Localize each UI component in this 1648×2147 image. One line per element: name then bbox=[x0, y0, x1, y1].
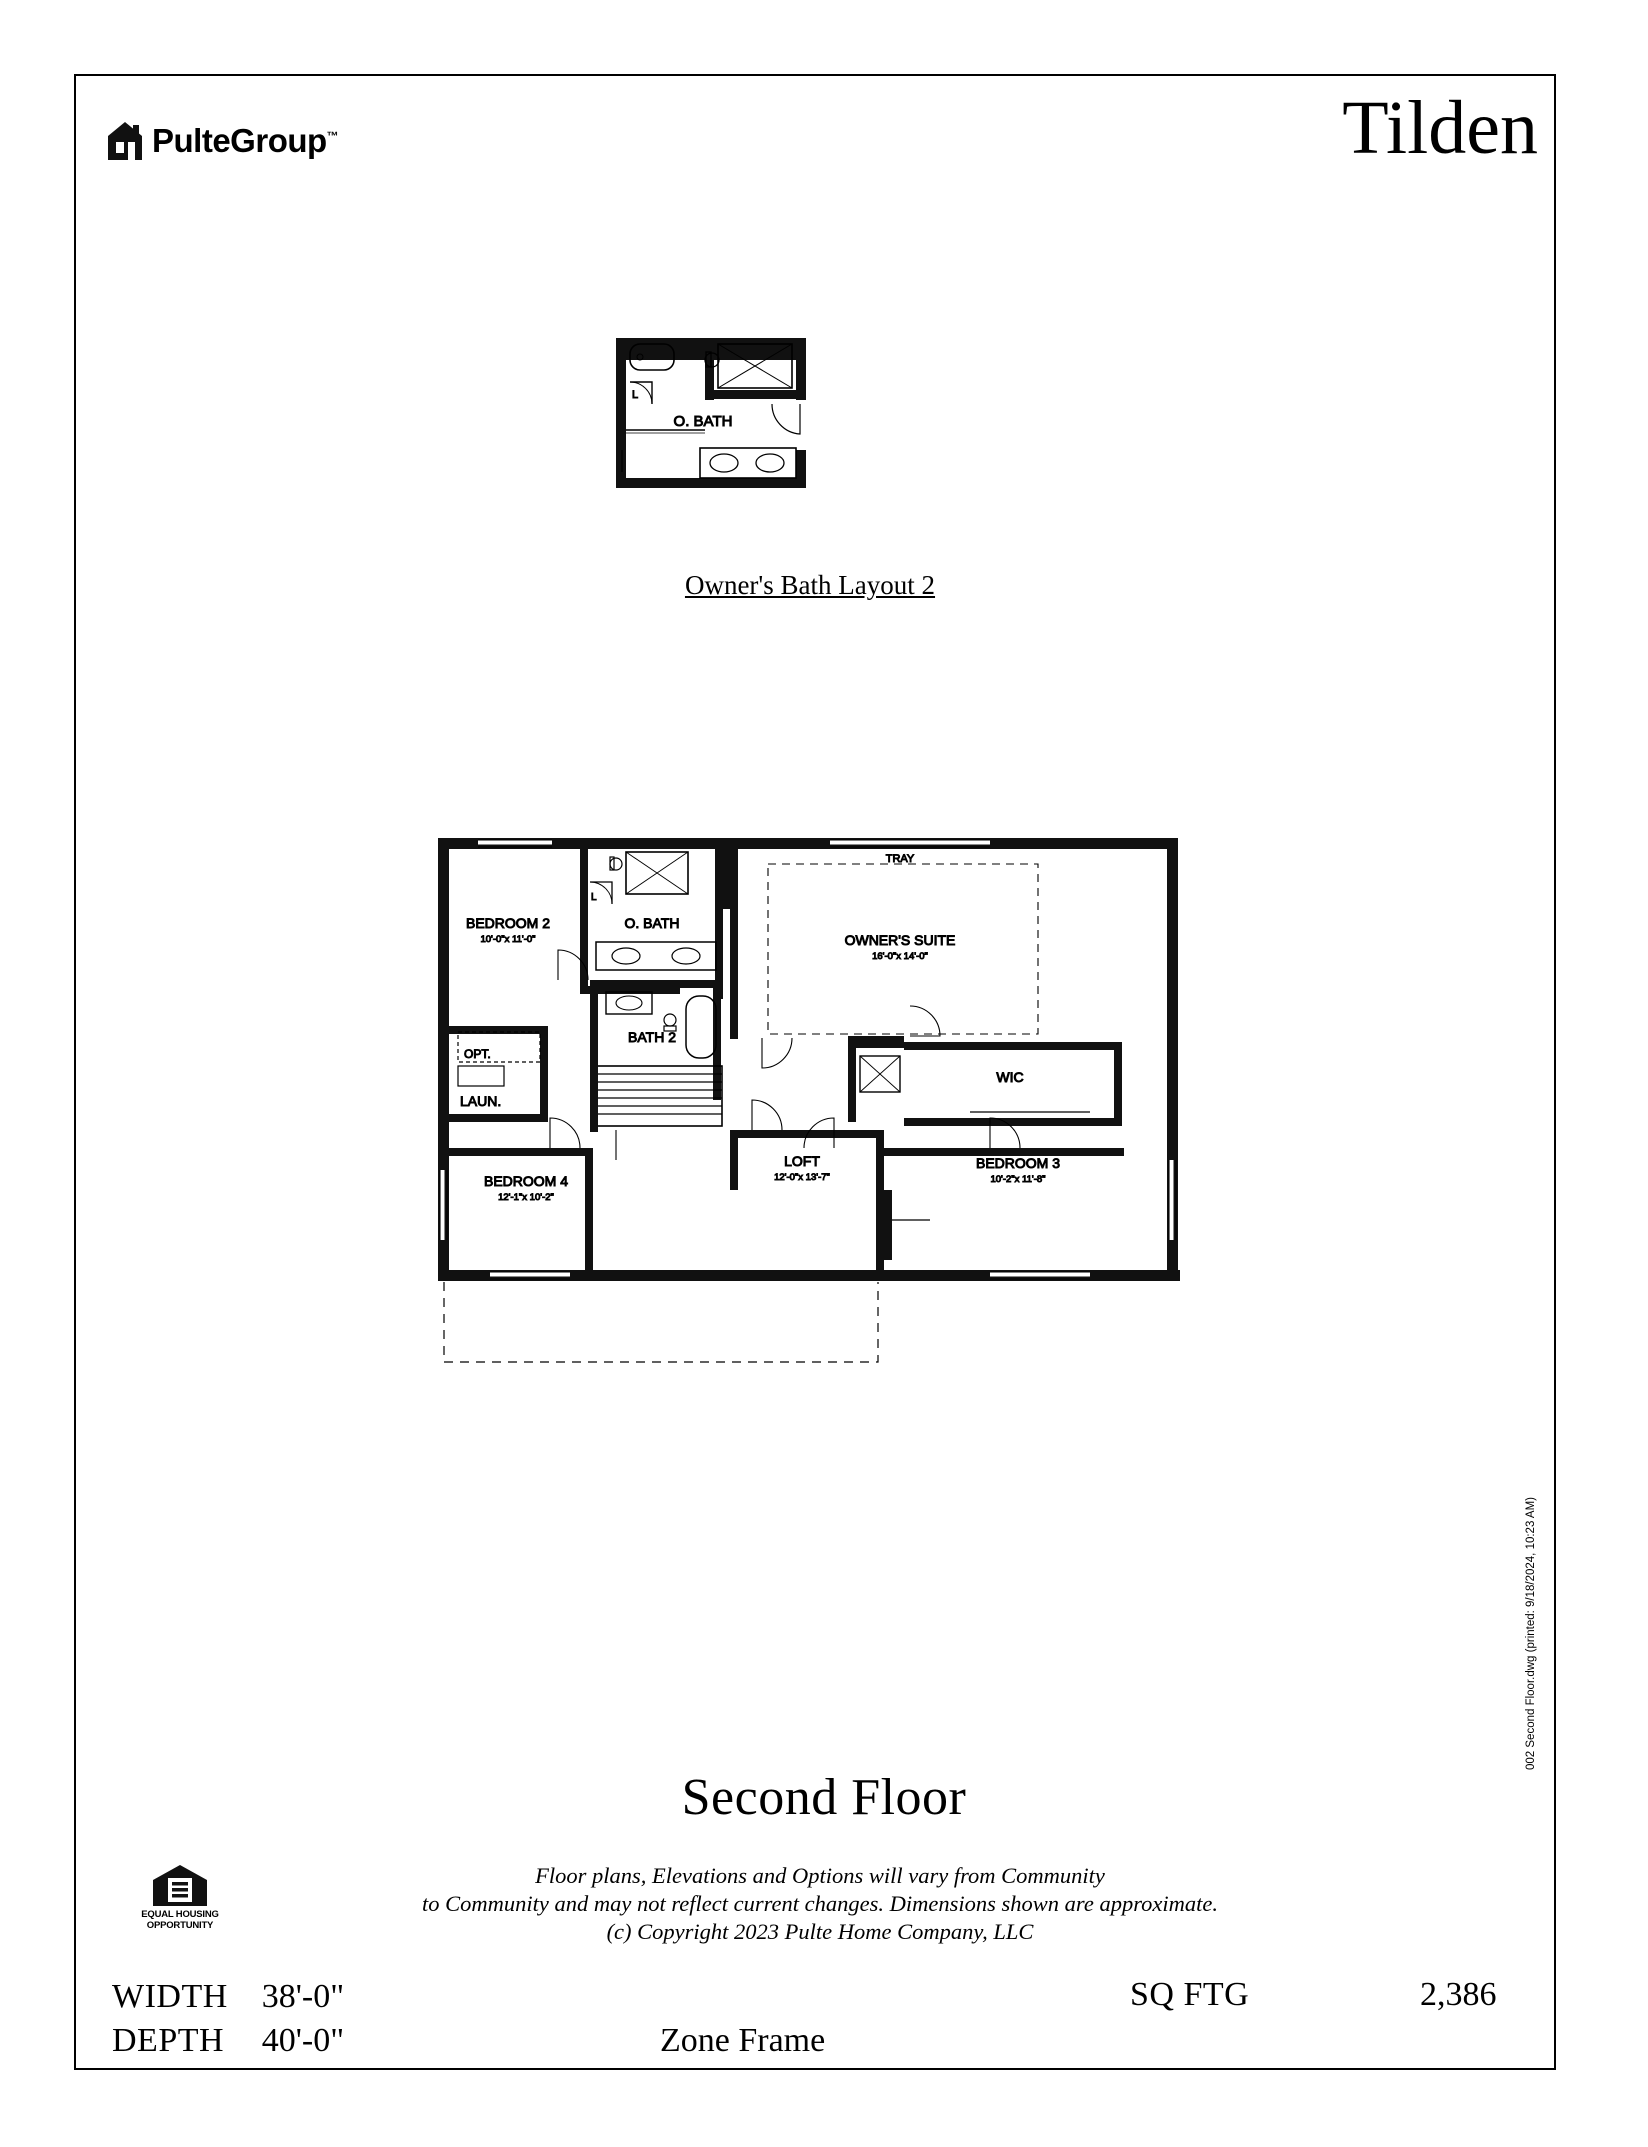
width-value: 38'-0" bbox=[261, 1978, 345, 2015]
owners-bath-layout-2-drawing bbox=[600, 330, 900, 530]
svg-text:BATH 2: BATH 2 bbox=[628, 1029, 676, 1045]
equal-housing-opportunity-icon bbox=[149, 1862, 211, 1908]
svg-text:OPT.: OPT. bbox=[464, 1047, 491, 1061]
svg-text:BEDROOM 2: BEDROOM 2 bbox=[465, 915, 551, 931]
width-label: WIDTH bbox=[112, 1978, 228, 2015]
equal-housing-opportunity bbox=[126, 1862, 234, 1932]
second-floor-plan-drawing bbox=[430, 830, 1260, 1560]
eho-line-1: EQUAL HOUSING bbox=[141, 1909, 219, 1920]
svg-text:12'-1"x 10'-2": 12'-1"x 10'-2" bbox=[498, 1192, 554, 1203]
spec-row-width bbox=[112, 1975, 344, 2019]
brand-name-text: PulteGroup bbox=[152, 121, 327, 159]
svg-text:LAUN.: LAUN. bbox=[460, 1093, 502, 1109]
brand-name bbox=[152, 121, 339, 159]
brand-trademark: ™ bbox=[326, 128, 339, 143]
svg-text:LOFT: LOFT bbox=[784, 1153, 820, 1169]
zone-label: Zone Frame bbox=[660, 2022, 826, 2059]
svg-text:12'-0"x 13'-7": 12'-0"x 13'-7" bbox=[774, 1172, 830, 1183]
disclaimer-line-1: Floor plans, Elevations and Options will vary from Community bbox=[535, 1863, 1105, 1888]
svg-text:16'-0"x 14'-0": 16'-0"x 14'-0" bbox=[872, 951, 928, 962]
svg-text:O. BATH: O. BATH bbox=[624, 915, 680, 931]
depth-value: 40'-0" bbox=[261, 2021, 345, 2059]
disclaimer-line-2: to Community and may not reflect current changes. Dimensions shown are approximate. bbox=[422, 1891, 1218, 1917]
svg-text:OWNER'S SUITE: OWNER'S SUITE bbox=[844, 932, 956, 948]
svg-text:10'-2"x 11'-8": 10'-2"x 11'-8" bbox=[990, 1174, 1046, 1185]
svg-text:L: L bbox=[632, 389, 639, 401]
svg-text:O. BATH: O. BATH bbox=[673, 413, 733, 430]
svg-text:L: L bbox=[591, 892, 597, 903]
eho-line-2: OPPORTUNITY bbox=[146, 1919, 214, 1931]
floor-title: Second Floor bbox=[681, 1769, 967, 1826]
inset-caption: Owner's Bath Layout 2 bbox=[684, 570, 936, 600]
svg-text:TRAY: TRAY bbox=[885, 853, 915, 865]
disclaimer-line-3: (c) Copyright 2023 Pulte Home Company, LLC bbox=[606, 1919, 1034, 1945]
sqftg-value: 2,386 bbox=[1420, 1976, 1497, 2013]
brand-logo bbox=[104, 118, 338, 162]
svg-text:WIC: WIC bbox=[996, 1069, 1024, 1085]
drawing-file-code: 002 Second Floor.dwg (printed: 9/18/2024, 10:23 AM) bbox=[1525, 1497, 1537, 1770]
svg-text:BEDROOM 3: BEDROOM 3 bbox=[975, 1155, 1061, 1171]
disclaimer bbox=[240, 1862, 1400, 1946]
svg-text:BEDROOM 4: BEDROOM 4 bbox=[483, 1173, 569, 1189]
house-logo-icon bbox=[104, 118, 146, 162]
spec-table bbox=[112, 1975, 344, 2062]
spec-row-depth bbox=[112, 2019, 344, 2063]
svg-text:10'-0"x 11'-0": 10'-0"x 11'-0" bbox=[480, 934, 536, 945]
depth-label: DEPTH bbox=[112, 2021, 225, 2059]
page-title: Tilden bbox=[1342, 86, 1538, 170]
sqftg-label: SQ FTG bbox=[1130, 1976, 1250, 2013]
